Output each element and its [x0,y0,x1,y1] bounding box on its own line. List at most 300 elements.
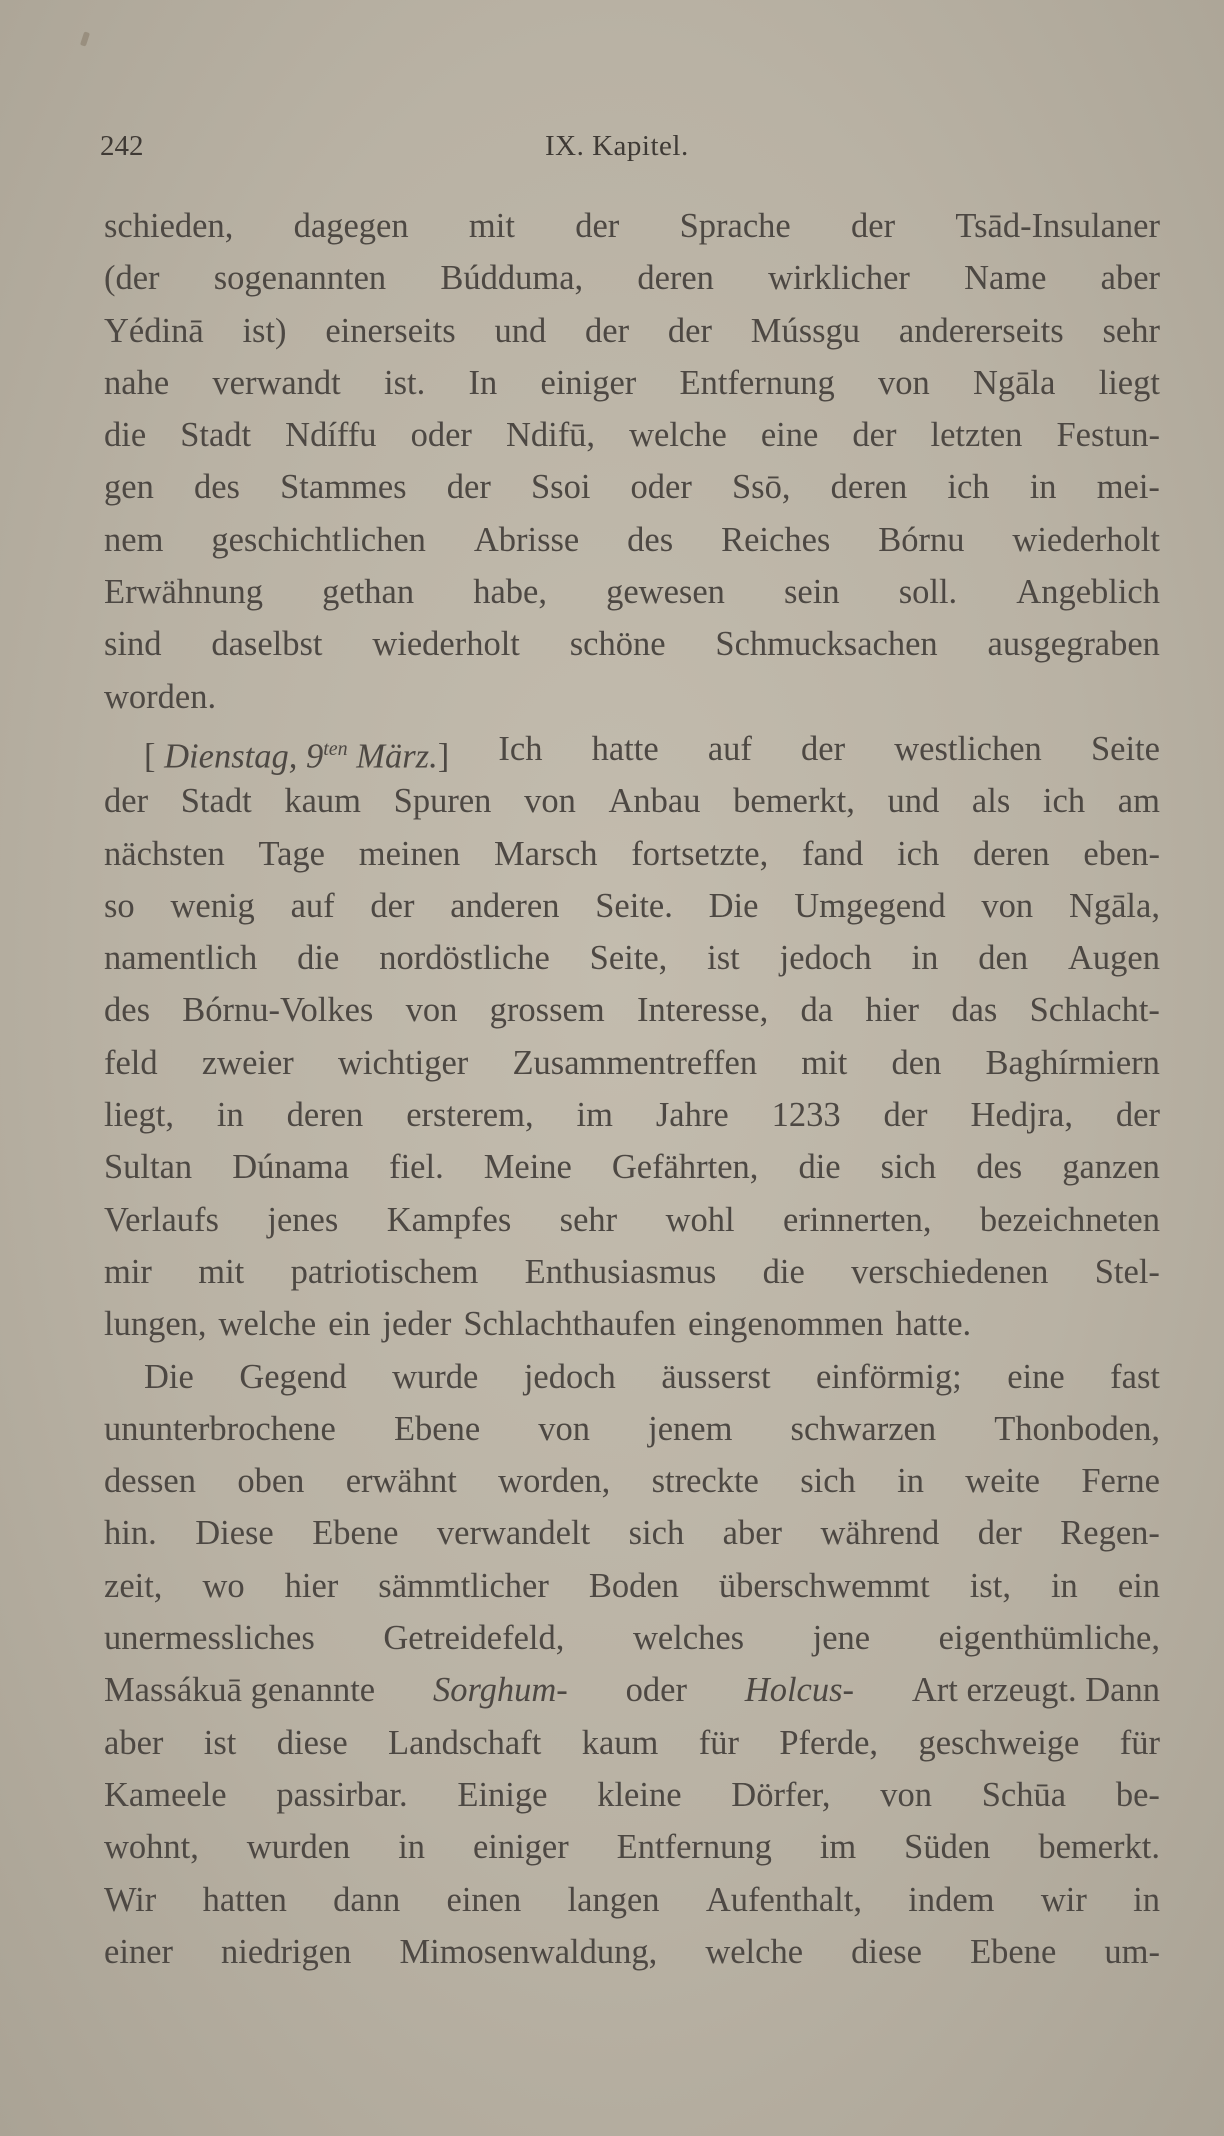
word: ist [203,1723,237,1762]
word: der [801,729,846,768]
word: wurden [246,1828,351,1867]
word: in [1029,468,1057,507]
word: von [981,886,1034,925]
word: meinen [358,834,461,873]
word: Kameele [104,1775,227,1814]
text-line [104,514,1160,566]
word: gethan [322,573,415,612]
line-segment: Holcus- [744,1671,855,1710]
word: Umgegend [794,886,946,925]
word: lungen, [104,1305,207,1344]
word: des [193,468,240,507]
word: fortsetzte, [631,834,769,873]
word: gen [104,468,154,507]
word: fast [1110,1357,1160,1396]
word: Wir [104,1880,157,1919]
word: Bórnu [878,520,965,559]
word: Meine [483,1148,572,1187]
word: soll. [898,573,958,612]
text-line [104,1141,1160,1193]
word: niedrigen [221,1932,352,1971]
word: fand [802,834,864,873]
word: In [468,363,498,402]
word: verwandelt [436,1514,591,1553]
word: des [976,1148,1023,1187]
word: welche [705,1932,804,1971]
word: schwarzen [790,1409,937,1448]
word: Dörfer, [731,1775,831,1814]
word: nächsten [104,834,225,873]
word: daselbst [211,625,323,664]
word: westlichen [894,729,1042,768]
date-part: März. [356,737,438,776]
page-number: 242 [100,130,144,162]
word: zweier [201,1043,294,1082]
word: von [878,363,930,402]
word: Ssō, [732,468,791,507]
word: die [104,416,147,455]
text-line [104,200,1160,252]
word: Stadt [180,782,252,821]
word: im [819,1828,857,1867]
text-line [104,409,1160,461]
word: Thonboden, [994,1409,1160,1448]
word: indem [908,1880,995,1919]
word: ein [1117,1566,1160,1605]
text-line [104,1507,1160,1559]
word: Stammes [280,468,407,507]
word: ich [947,468,990,507]
word: worden, [498,1462,611,1501]
word: unermessliches [104,1619,315,1658]
word: die [762,1252,805,1291]
word: Abrisse [473,520,580,559]
word: hin. [104,1514,157,1553]
word: dagegen [293,207,409,245]
word: sogenannten [213,259,387,298]
word: Tage [258,834,325,873]
word: Yédinā [104,311,204,350]
word: im [576,1096,613,1135]
word: patriotischem [290,1252,479,1291]
running-head: IX. Kapitel. [545,130,689,162]
text-line [104,880,1160,932]
word: da [800,991,834,1030]
word: Reiches [721,520,831,559]
word: ununterbrochene [104,1409,336,1448]
word: (der [104,259,160,298]
word: von [880,1775,932,1814]
word: bezeichneten [979,1200,1160,1239]
word: Spuren [393,782,492,821]
text-line [104,357,1160,409]
text-line [104,1194,1160,1246]
page-header [100,130,1160,170]
word: Die [144,1357,194,1396]
text-line [104,723,1160,775]
word: feld [104,1043,158,1082]
word: Sultan [104,1148,193,1187]
word: grossem [489,991,605,1030]
word: Stel- [1094,1252,1160,1291]
word: einiger [472,1828,569,1867]
word: Getreidefeld, [383,1619,565,1658]
word: äusserst [661,1357,771,1396]
word: kleine [597,1775,682,1814]
word: der [977,1514,1022,1553]
word: eine [760,416,819,455]
word: von [405,991,458,1030]
word: sich [880,1148,937,1187]
date-part: Dienstag, [164,737,298,776]
word: mit [468,207,515,245]
word: Seite. [595,886,673,925]
word: der [446,468,491,507]
word: ersterem, [406,1096,534,1135]
word: schöne [569,625,666,664]
word: ist [707,939,740,978]
word: Süden [904,1828,991,1867]
word: der [585,311,630,350]
word: Ebene [970,1932,1057,1971]
word: ist, [969,1566,1011,1605]
text-line [104,1560,1160,1612]
word: oben [237,1462,305,1501]
word: langen [567,1880,660,1919]
word: und [494,311,547,350]
word: deren [830,468,908,507]
word: die [798,1148,841,1187]
word: fiel. [389,1148,444,1187]
word: Aufenthalt, [705,1880,862,1919]
word: ein [328,1305,371,1344]
word: Diese [195,1514,274,1553]
word: Seite [1090,729,1160,768]
word: ich [1042,782,1086,821]
word: geschichtlichen [211,520,426,559]
word: liegt [1098,363,1160,402]
word: einförmig; [816,1357,962,1396]
word: jene [812,1619,871,1658]
line-segment: Massákuā genannte [104,1671,376,1710]
word: Baghírmiern [985,1043,1160,1082]
word: des [104,991,150,1030]
word: mit [801,1043,848,1082]
text-line [104,828,1160,880]
text-line [104,1769,1160,1821]
word: ist. [384,363,426,402]
text-line [104,1664,1160,1716]
word: wir [1040,1880,1087,1919]
word: in [1133,1880,1160,1919]
word: am [1117,782,1160,821]
word: Pferde, [779,1723,879,1762]
word: Entfernung [679,363,835,402]
text-line [104,671,1160,723]
word: Schlachthaufen [463,1305,677,1344]
text-line [104,252,1160,304]
word: Schmucksachen [715,625,938,664]
word: wichtiger [337,1043,469,1082]
word: Mússgu [750,311,861,350]
word: Schūa [981,1775,1067,1814]
word: hier [284,1566,339,1605]
word: wiederholt [372,625,520,664]
word: Marsch [494,834,598,873]
word: überschwemmt [718,1566,930,1605]
word: sich [628,1514,685,1553]
word: be- [1115,1775,1160,1814]
word: verwandt [212,363,341,402]
word: um- [1104,1932,1160,1971]
word: oder [410,416,472,455]
word: und [887,782,940,821]
word: Die [708,886,759,925]
paper-speck [80,31,90,46]
date-part: [ [144,737,156,776]
word: Gegend [239,1357,347,1396]
word: diese [851,1932,922,1971]
word: habe, [473,573,547,612]
word: auf [290,886,335,925]
word: von [524,782,576,821]
word: Schlacht- [1029,991,1160,1030]
text-line [104,1455,1160,1507]
text-line [104,461,1160,513]
line-segment: Art erzeugt. Dann [911,1671,1160,1710]
word: welche [629,416,727,455]
word: die [297,939,340,978]
word: Ndifū, [505,416,596,455]
word: Augen [1067,939,1160,978]
word: worden. [104,677,217,716]
word: Hedjra, [970,1096,1073,1135]
word: der [575,207,620,245]
word: jeder [382,1305,452,1344]
word: dessen [104,1462,196,1501]
word: wo [202,1566,245,1605]
word: in [911,939,939,978]
word: letzten [930,416,1023,455]
word: Kampfes [386,1200,512,1239]
word: so [104,886,135,925]
word: wirklicher [768,259,910,298]
word: ausgegraben [987,625,1160,664]
word: gewesen [606,573,725,612]
text-line [104,618,1160,670]
word: für [698,1723,739,1762]
word: Boden [588,1566,679,1605]
word: deren [637,259,714,298]
word: sämmtlicher [378,1566,549,1605]
word: Entfernung [616,1828,772,1867]
word: sehr [1102,311,1160,350]
word: sind [104,625,162,664]
word: der [1115,1096,1160,1135]
word: bemerkt, [733,782,855,821]
line-segment: Sorghum- [432,1671,568,1710]
word: nem [104,520,164,559]
word: hatten [202,1880,287,1919]
word: ich [897,834,940,873]
word: jenes [267,1200,339,1239]
word: der [851,207,896,245]
word: wenig [170,886,255,925]
word: jedoch [523,1357,616,1396]
word: den [978,939,1029,978]
word: Ebene [312,1514,399,1553]
word: für [1119,1723,1160,1762]
word: Ich [498,729,543,768]
line-segment: oder [625,1671,687,1710]
word: sich [800,1462,856,1501]
text-line [104,1037,1160,1089]
text-line [104,1821,1160,1873]
word: streckte [651,1462,759,1501]
text-line [104,1298,1160,1350]
word: Gefährten, [611,1148,759,1187]
word: Regen- [1060,1514,1160,1553]
word: nahe [104,363,170,402]
text-line [104,1351,1160,1403]
word: in [897,1462,924,1501]
word: aber [722,1514,783,1553]
word: von [538,1409,590,1448]
word: Jahre [655,1096,729,1135]
word: Ngāla, [1068,886,1160,925]
word: Ndíffu [285,416,377,455]
text-line [104,1089,1160,1141]
word: den [891,1043,942,1082]
word: während [820,1514,940,1553]
text-line [104,1612,1160,1664]
word: deren [286,1096,364,1135]
text-line [104,1874,1160,1926]
word: das [951,991,998,1030]
word: wohl [665,1200,735,1239]
word: in [216,1096,244,1135]
word: Landschaft [388,1723,542,1762]
word: liegt, [104,1096,174,1135]
word: Búdduma, [440,259,584,298]
word: mit [198,1252,245,1291]
word: anderen [450,886,560,925]
word: Interesse, [636,991,769,1030]
date-part: 9 [305,737,324,776]
word: Zusammentreffen [512,1043,758,1082]
word: welche [218,1305,317,1344]
text-line [104,1246,1160,1298]
word: Erwähnung [104,573,264,612]
word: eigenthümliche, [938,1619,1160,1658]
word: wohnt, [104,1828,199,1867]
word: zeit, [104,1566,163,1605]
word: Ferne [1081,1462,1160,1501]
word: der [667,311,712,350]
word: mei- [1096,468,1160,507]
word: bemerkt. [1038,1828,1160,1867]
word: eingenommen [688,1305,884,1344]
word: nordöstliche [379,939,550,978]
word: Dúnama [232,1148,350,1187]
word: weite [965,1462,1040,1501]
text-line [104,305,1160,357]
word: in [398,1828,426,1867]
word: 1233 [771,1096,841,1135]
body-text [104,200,1160,1978]
word: Seite, [589,939,668,978]
word: geschweige [918,1723,1080,1762]
word: deren [972,834,1050,873]
word: sein [784,573,840,612]
word: der [370,886,415,925]
word: oder [630,468,692,507]
word: einen [446,1880,522,1919]
text-line [104,566,1160,618]
word: Sprache [679,207,791,245]
word: ist) [242,311,287,350]
word: Tsād-Insulaner [955,207,1160,245]
word: wiederholt [1012,520,1160,559]
word: einiger [540,363,637,402]
word: sehr [559,1200,618,1239]
word: Bórnu-Volkes [182,991,374,1030]
word: hier [865,991,920,1030]
word: aber [104,1723,164,1762]
word: Name [964,259,1047,298]
word: einerseits [325,311,456,350]
word: mir [104,1252,152,1291]
date-part: ] [437,737,450,776]
text-line [104,1717,1160,1769]
date-superscript: ten [323,737,348,760]
word: passirbar. [276,1775,408,1814]
word: Festun- [1056,416,1160,455]
word: jenem [648,1409,733,1448]
word: des [627,520,674,559]
word: Ngāla [973,363,1056,402]
text-line [104,775,1160,827]
word: andererseits [898,311,1064,350]
text-line [104,932,1160,984]
word: in [1050,1566,1078,1605]
word: der [852,416,897,455]
word: hatte. [895,1305,972,1344]
word: kaum [581,1723,659,1762]
word: eben- [1083,834,1160,873]
word: verschiedenen [851,1252,1049,1291]
word: als [971,782,1011,821]
word: aber [1100,259,1160,298]
word: hatte [591,729,659,768]
word: eine [1007,1357,1065,1396]
word: Enthusiasmus [524,1252,717,1291]
word: Stadt [180,416,252,455]
date-marker [144,723,449,775]
word: Ssoi [530,468,591,507]
word: einer [104,1932,173,1971]
word: kaum [284,782,361,821]
word: diese [276,1723,348,1762]
word: auf [707,729,752,768]
word: namentlich [104,939,258,978]
word: welches [632,1619,745,1658]
text-line [104,1926,1160,1978]
word: Mimosenwaldung, [399,1932,658,1971]
word: erwähnt [345,1462,457,1501]
word: dann [333,1880,401,1919]
word: wurde [392,1357,479,1396]
